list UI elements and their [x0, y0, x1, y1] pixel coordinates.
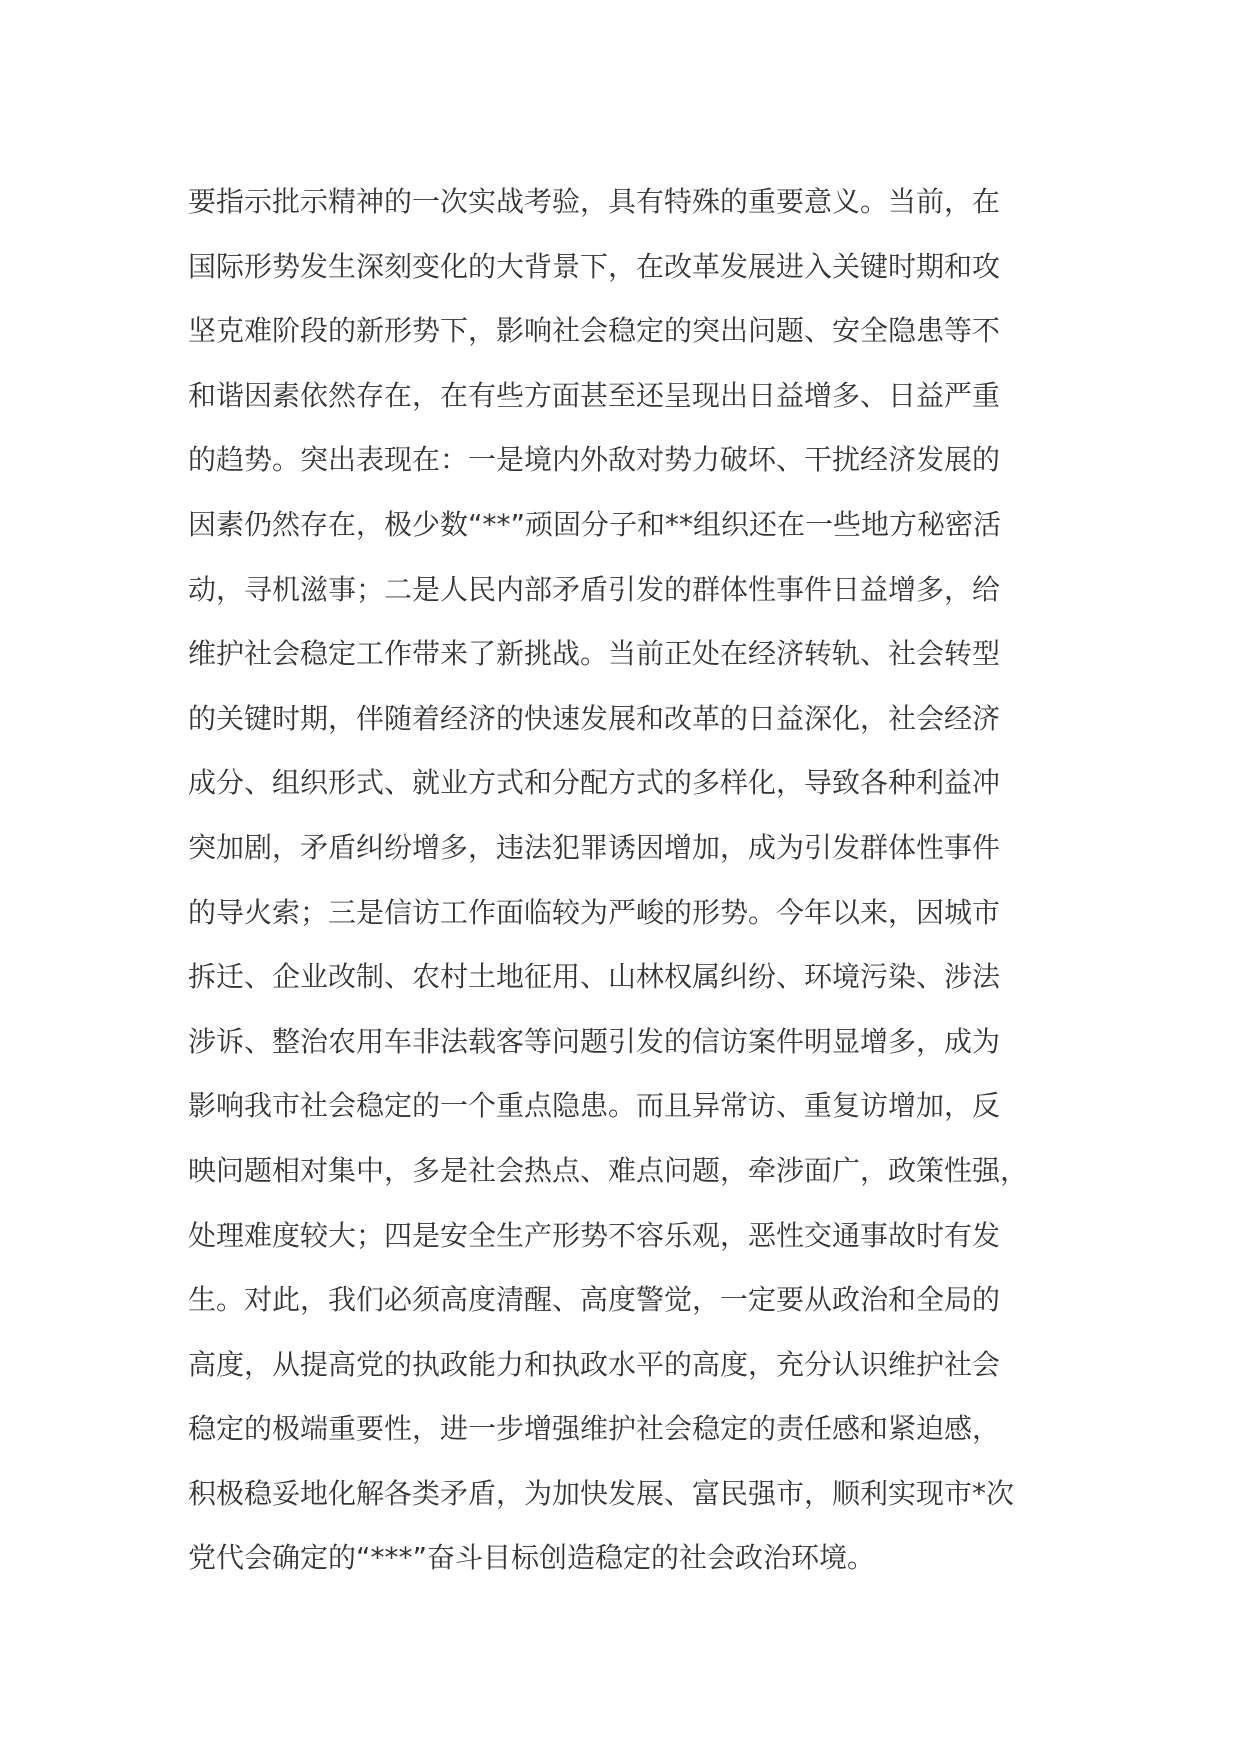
body-paragraph — [188, 170, 1068, 1591]
text-line-6: 因素仍然存在，极少数“**”顽固分子和**组织还在一些地方秘密活 — [188, 507, 1002, 541]
text-line-5: 的趋势。突出表现在：一是境内外敌对势力破坏、干扰经济发展的 — [188, 443, 1001, 477]
text-line-10: 成分、组织形式、就业方式和分配方式的多样化，导致各种利益冲 — [188, 766, 1001, 800]
text-line-15: 影响我市社会稳定的一个重点隐患。而且异常访、重复访增加，反 — [188, 1089, 1001, 1123]
text-line-8: 维护社会稳定工作带来了新挑战。当前正处在经济转轨、社会转型 — [188, 637, 1001, 671]
text-line-1: 要指示批示精神的一次实战考验，具有特殊的重要意义。当前，在 — [188, 185, 1001, 218]
text-line-13: 拆迁、企业改制、农村土地征用、山林权属纠纷、环境污染、涉法 — [188, 960, 1001, 994]
text-line-16: 映问题相对集中，多是社会热点、难点问题，牵涉面广，政策性强， — [188, 1153, 1029, 1187]
text-line-3: 坚克难阶段的新形势下，影响社会稳定的突出问题、安全隐患等不 — [188, 314, 1001, 348]
text-line-18: 生。对此，我们必须高度清醒、高度警觉，一定要从政治和全局的 — [188, 1283, 1001, 1317]
text-line-14: 涉诉、整治农用车非法载客等问题引发的信访案件明显增多，成为 — [188, 1024, 1001, 1058]
text-line-19: 高度，从提高党的执政能力和执政水平的高度，充分认识维护社会 — [188, 1347, 1001, 1381]
text-line-7: 动，寻机滋事；二是人民内部矛盾引发的群体性事件日益增多，给 — [188, 572, 1001, 606]
text-line-22: 党代会确定的“***”奋斗目标创造稳定的社会政治环境。 — [188, 1541, 876, 1575]
text-line-11: 突加剧，矛盾纠纷增多，违法犯罪诱因增加，成为引发群体性事件 — [188, 830, 1001, 864]
text-line-17: 处理难度较大；四是安全生产形势不容乐观，恶性交通事故时有发 — [188, 1218, 1001, 1252]
text-line-4: 和谐因素依然存在，在有些方面甚至还呈现出日益增多、日益严重 — [188, 378, 1001, 412]
text-line-20: 稳定的极端重要性，进一步增强维护社会稳定的责任感和紧迫感， — [188, 1412, 1001, 1446]
text-line-21: 积极稳妥地化解各类矛盾，为加快发展、富民强市，顺利实现市*次 — [188, 1476, 1015, 1510]
text-line-2: 国际形势发生深刻变化的大背景下，在改革发展进入关键时期和攻 — [188, 249, 1001, 283]
text-line-9: 的关键时期，伴随着经济的快速发展和改革的日益深化，社会经济 — [188, 701, 1001, 735]
text-line-12: 的导火索；三是信访工作面临较为严峻的形势。今年以来，因城市 — [188, 895, 1001, 929]
